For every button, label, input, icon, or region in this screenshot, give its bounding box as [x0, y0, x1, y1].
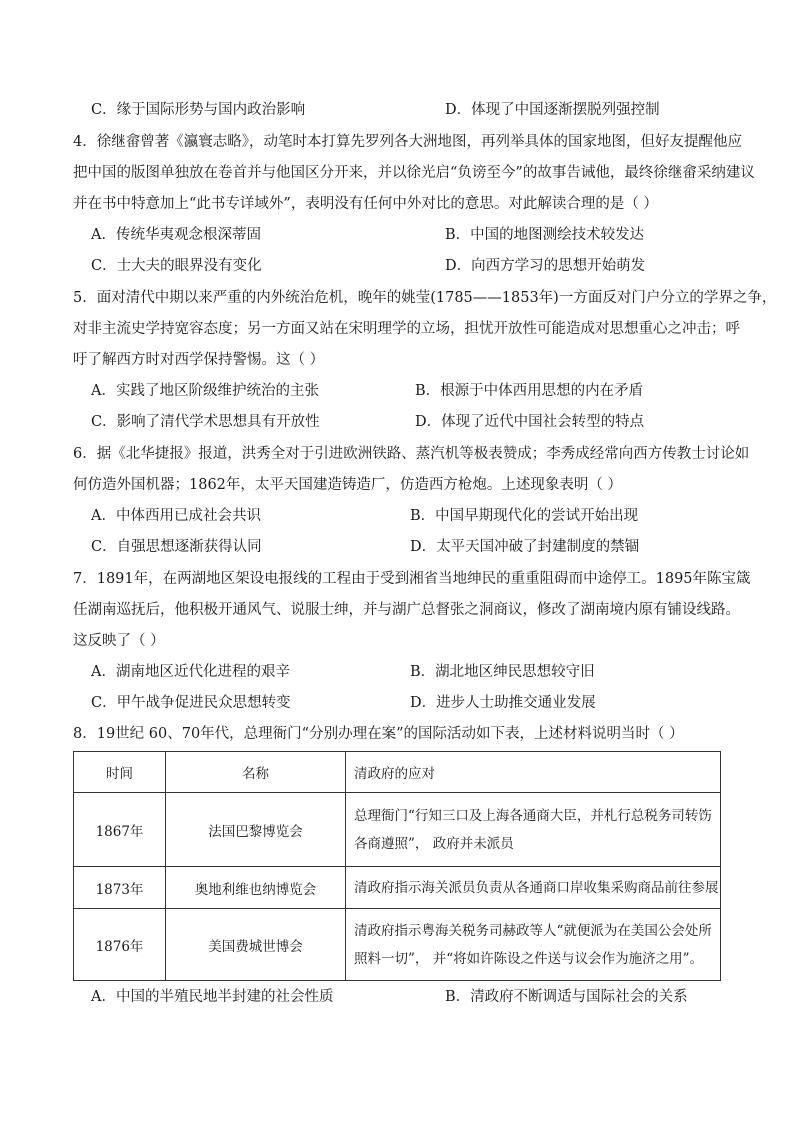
q7-option-b: B．湖北地区绅民思想较守旧	[410, 664, 595, 680]
q4-stem-line-2: 把中国的版图单独放在卷首并与他国区分开来，并以徐光启“负谤至今”的故事告诫他，最终徐继畲采纳建议	[73, 165, 755, 181]
cell-response: 总理衙门“行知三口及上海各通商大臣，并札行总税务司转饬各商遵照”， 政府并未派员	[346, 793, 721, 867]
cell-time: 1876年	[74, 909, 166, 981]
q5-option-b: B．根源于中体西用思想的内在矛盾	[415, 383, 644, 399]
header-time: 时间	[74, 752, 166, 793]
cell-response: 清政府指示海关派员负责从各通商口岸收集采购商品前往参展	[346, 867, 721, 909]
cell-time: 1867年	[74, 793, 166, 867]
cell-time: 1873年	[74, 867, 166, 909]
q5-stem-line-3: 吁了解西方时对西学保持警惕。这（ ）	[73, 352, 325, 368]
exhibition-table	[73, 751, 721, 981]
q4-stem-line-1: 4．徐继畲曾著《瀛寰志略》，动笔时本打算先罗列各大洲地图，再列举具体的国家地图，但好友提醒他应	[73, 134, 742, 150]
q4-option-d: D．向西方学习的思想开始萌发	[445, 258, 646, 274]
q6-stem-line-2: 何仿造外国机器；1862年，太平天国建造铸造厂，仿造西方枪炮。上述现象表明（ ）	[73, 477, 623, 493]
cell-name: 美国费城世博会	[166, 909, 346, 981]
table-header-row	[74, 752, 721, 793]
q3-option-c: C．缘于国际形势与国内政治影响	[91, 102, 306, 118]
q6-option-a: A．中体西用已成社会共识	[91, 508, 261, 524]
header-name: 名称	[166, 752, 346, 793]
q7-stem-line-3: 这反映了（ ）	[73, 633, 165, 649]
q8-option-a: A．中国的半殖民地半封建的社会性质	[91, 989, 334, 1005]
q6-option-c: C．自强思想逐渐获得认同	[91, 539, 262, 555]
table-row	[74, 867, 721, 909]
q7-option-a: A．湖南地区近代化进程的艰辛	[91, 664, 290, 680]
q4-option-a: A．传统华夷观念根深蒂固	[91, 227, 261, 243]
q5-option-d: D．体现了近代中国社会转型的特点	[415, 414, 645, 430]
q5-stem-line-1: 5．面对清代中期以来严重的内外统治危机，晚年的姚莹(1785——1853年)一方面反对门户分立的学界之争，	[73, 290, 777, 306]
q7-stem-line-2: 任湖南巡抚后，他积极开通风气、说服士绅，并与湖广总督张之洞商议，修改了湖南境内原有铺设线路。	[73, 602, 740, 618]
q4-option-b: B．中国的地图测绘技术较发达	[445, 227, 645, 243]
q5-option-c: C．影响了清代学术思想具有开放性	[91, 414, 320, 430]
q7-stem-line-1: 7．1891年，在两湖地区架设电报线的工程由于受到湘省当地绅民的重重阻碍而中途停工。1895年陈宝箴	[73, 571, 751, 587]
table-row	[74, 909, 721, 981]
q3-option-d: D．体现了中国逐渐摆脱列强控制	[445, 102, 660, 118]
q5-stem-line-2: 对非主流史学持宽容态度；另一方面又站在宋明理学的立场，担忧开放性可能造成对思想重心之冲击；呼	[73, 321, 740, 337]
q4-option-c: C．士大夫的眼界没有变化	[91, 258, 262, 274]
q7-option-c: C．甲午战争促进民众思想转变	[91, 695, 291, 711]
cell-response: 清政府指示粤海关税务司赫政等人“就便派为在美国公会处所照料一切”， 并“将如许陈设之件送与议会作为施济之用”。	[346, 909, 721, 981]
cell-name: 法国巴黎博览会	[166, 793, 346, 867]
q7-option-d: D．进步人士助推交通业发展	[410, 695, 596, 711]
q4-stem-line-3: 并在书中特意加上“此书专详域外”，表明没有任何中外对比的意思。对此解读合理的是（ ）	[73, 196, 658, 212]
q6-option-b: B．中国早期现代化的尝试开始出现	[410, 508, 639, 524]
q8-option-b: B．清政府不断调适与国际社会的关系	[445, 989, 688, 1005]
q5-option-a: A．实践了地区阶级维护统治的主张	[91, 383, 319, 399]
q6-option-d: D．太平天国冲破了封建制度的禁锢	[410, 539, 640, 555]
q8-stem-line: 8．19世纪 60、70年代，总理衙门“分别办理在案”的国际活动如下表，上述材料说明当时（ ）	[73, 726, 684, 742]
table-row	[74, 793, 721, 867]
header-response: 清政府的应对	[346, 752, 721, 793]
q6-stem-line-1: 6．据《北华捷报》报道，洪秀全对于引进欧洲铁路、蒸汽机等极表赞成；李秀成经常向西方传教士讨论如	[73, 446, 750, 462]
cell-name: 奥地利维也纳博览会	[166, 867, 346, 909]
